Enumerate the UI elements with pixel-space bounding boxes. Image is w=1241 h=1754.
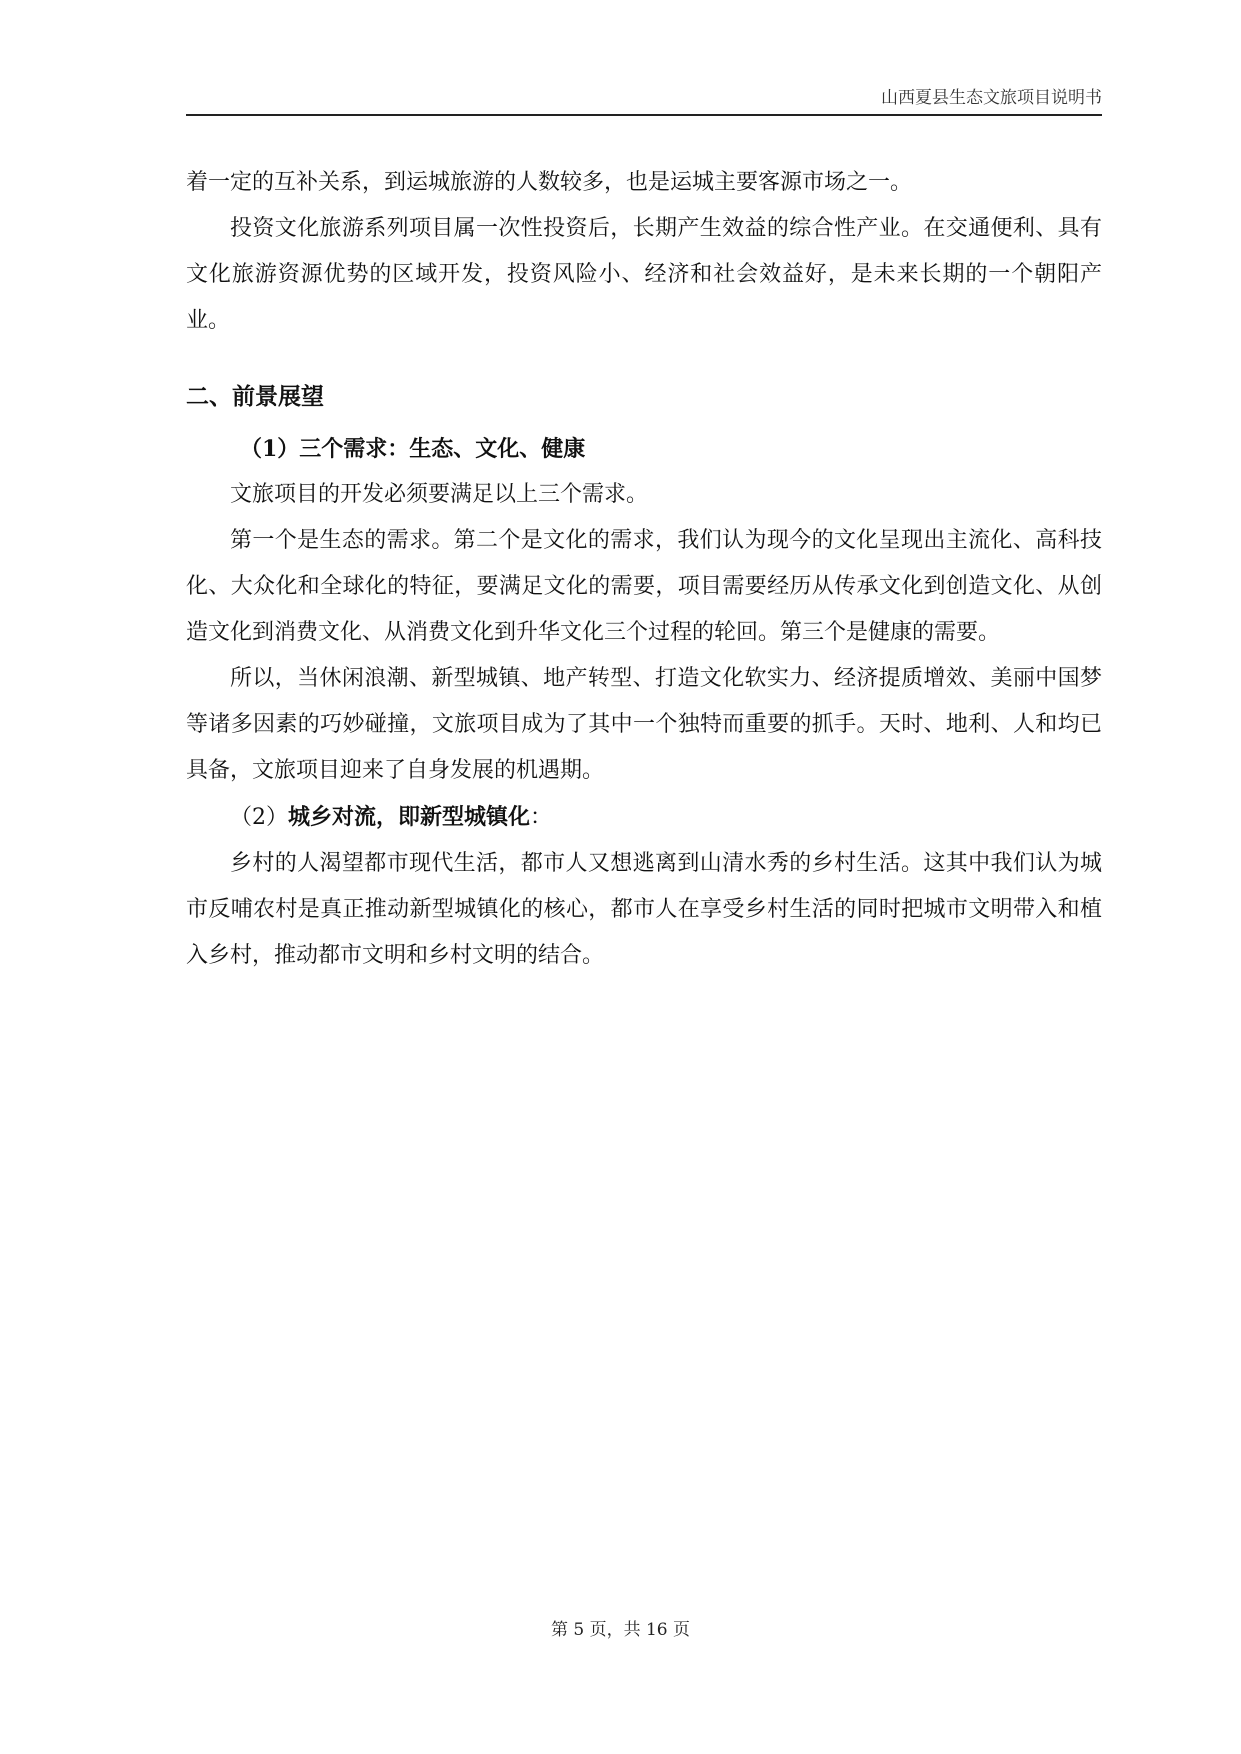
paragraph-needs-detail: 第一个是生态的需求。第二个是文化的需求，我们认为现今的文化呈现出主流化、高科技化、大众化和全球化的特征，要满足文化的需要，项目需要经历从传承文化到创造文化、从创造文化到消费文化、从消费文化到升华文化三个过程的轮回。第三个是健康的需要。 [186, 528, 1102, 645]
subheading-three-needs: （1）三个需求：生态、文化、健康 [240, 436, 586, 462]
header-title: 山西夏县生态文旅项目说明书 [881, 88, 1102, 108]
document-body [186, 160, 1102, 979]
subheading-text: 城乡对流，即新型城镇化 [288, 804, 531, 830]
page-number: 第 5 页，共 16 页 [550, 1620, 691, 1640]
subheading-urban-rural [186, 794, 1102, 841]
page-header [186, 88, 1102, 116]
paragraph-opportunity: 所以，当休闲浪潮、新型城镇、地产转型、打造文化软实力、经济提质增效、美丽中国梦等诸多因素的巧妙碰撞，文旅项目成为了其中一个独特而重要的抓手。天时、地利、人和均已具备，文旅项目迎来了自身发展的机遇期。 [186, 666, 1102, 783]
paragraph-needs-intro: 文旅项目的开发必须要满足以上三个需求。 [230, 482, 649, 507]
subheading-colon: ： [530, 805, 553, 830]
paragraph-investment: 投资文化旅游系列项目属一次性投资后，长期产生效益的综合性产业。在交通便利、具有文化旅游资源优势的区域开发，投资风险小、经济和社会效益好，是未来长期的一个朝阳产业。 [186, 216, 1102, 333]
subheading-number: （2） [230, 805, 288, 830]
section-heading: 二、前景展望 [186, 383, 324, 410]
paragraph-continuation: 着一定的互补关系，到运城旅游的人数较多，也是运城主要客源市场之一。 [186, 170, 913, 195]
paragraph-urbanization: 乡村的人渴望都市现代生活，都市人又想逃离到山清水秀的乡村生活。这其中我们认为城市反哺农村是真正推动新型城镇化的核心，都市人在享受乡村生活的同时把城市文明带入和植入乡村，推动都市文明和乡村文明的结合。 [186, 851, 1102, 968]
